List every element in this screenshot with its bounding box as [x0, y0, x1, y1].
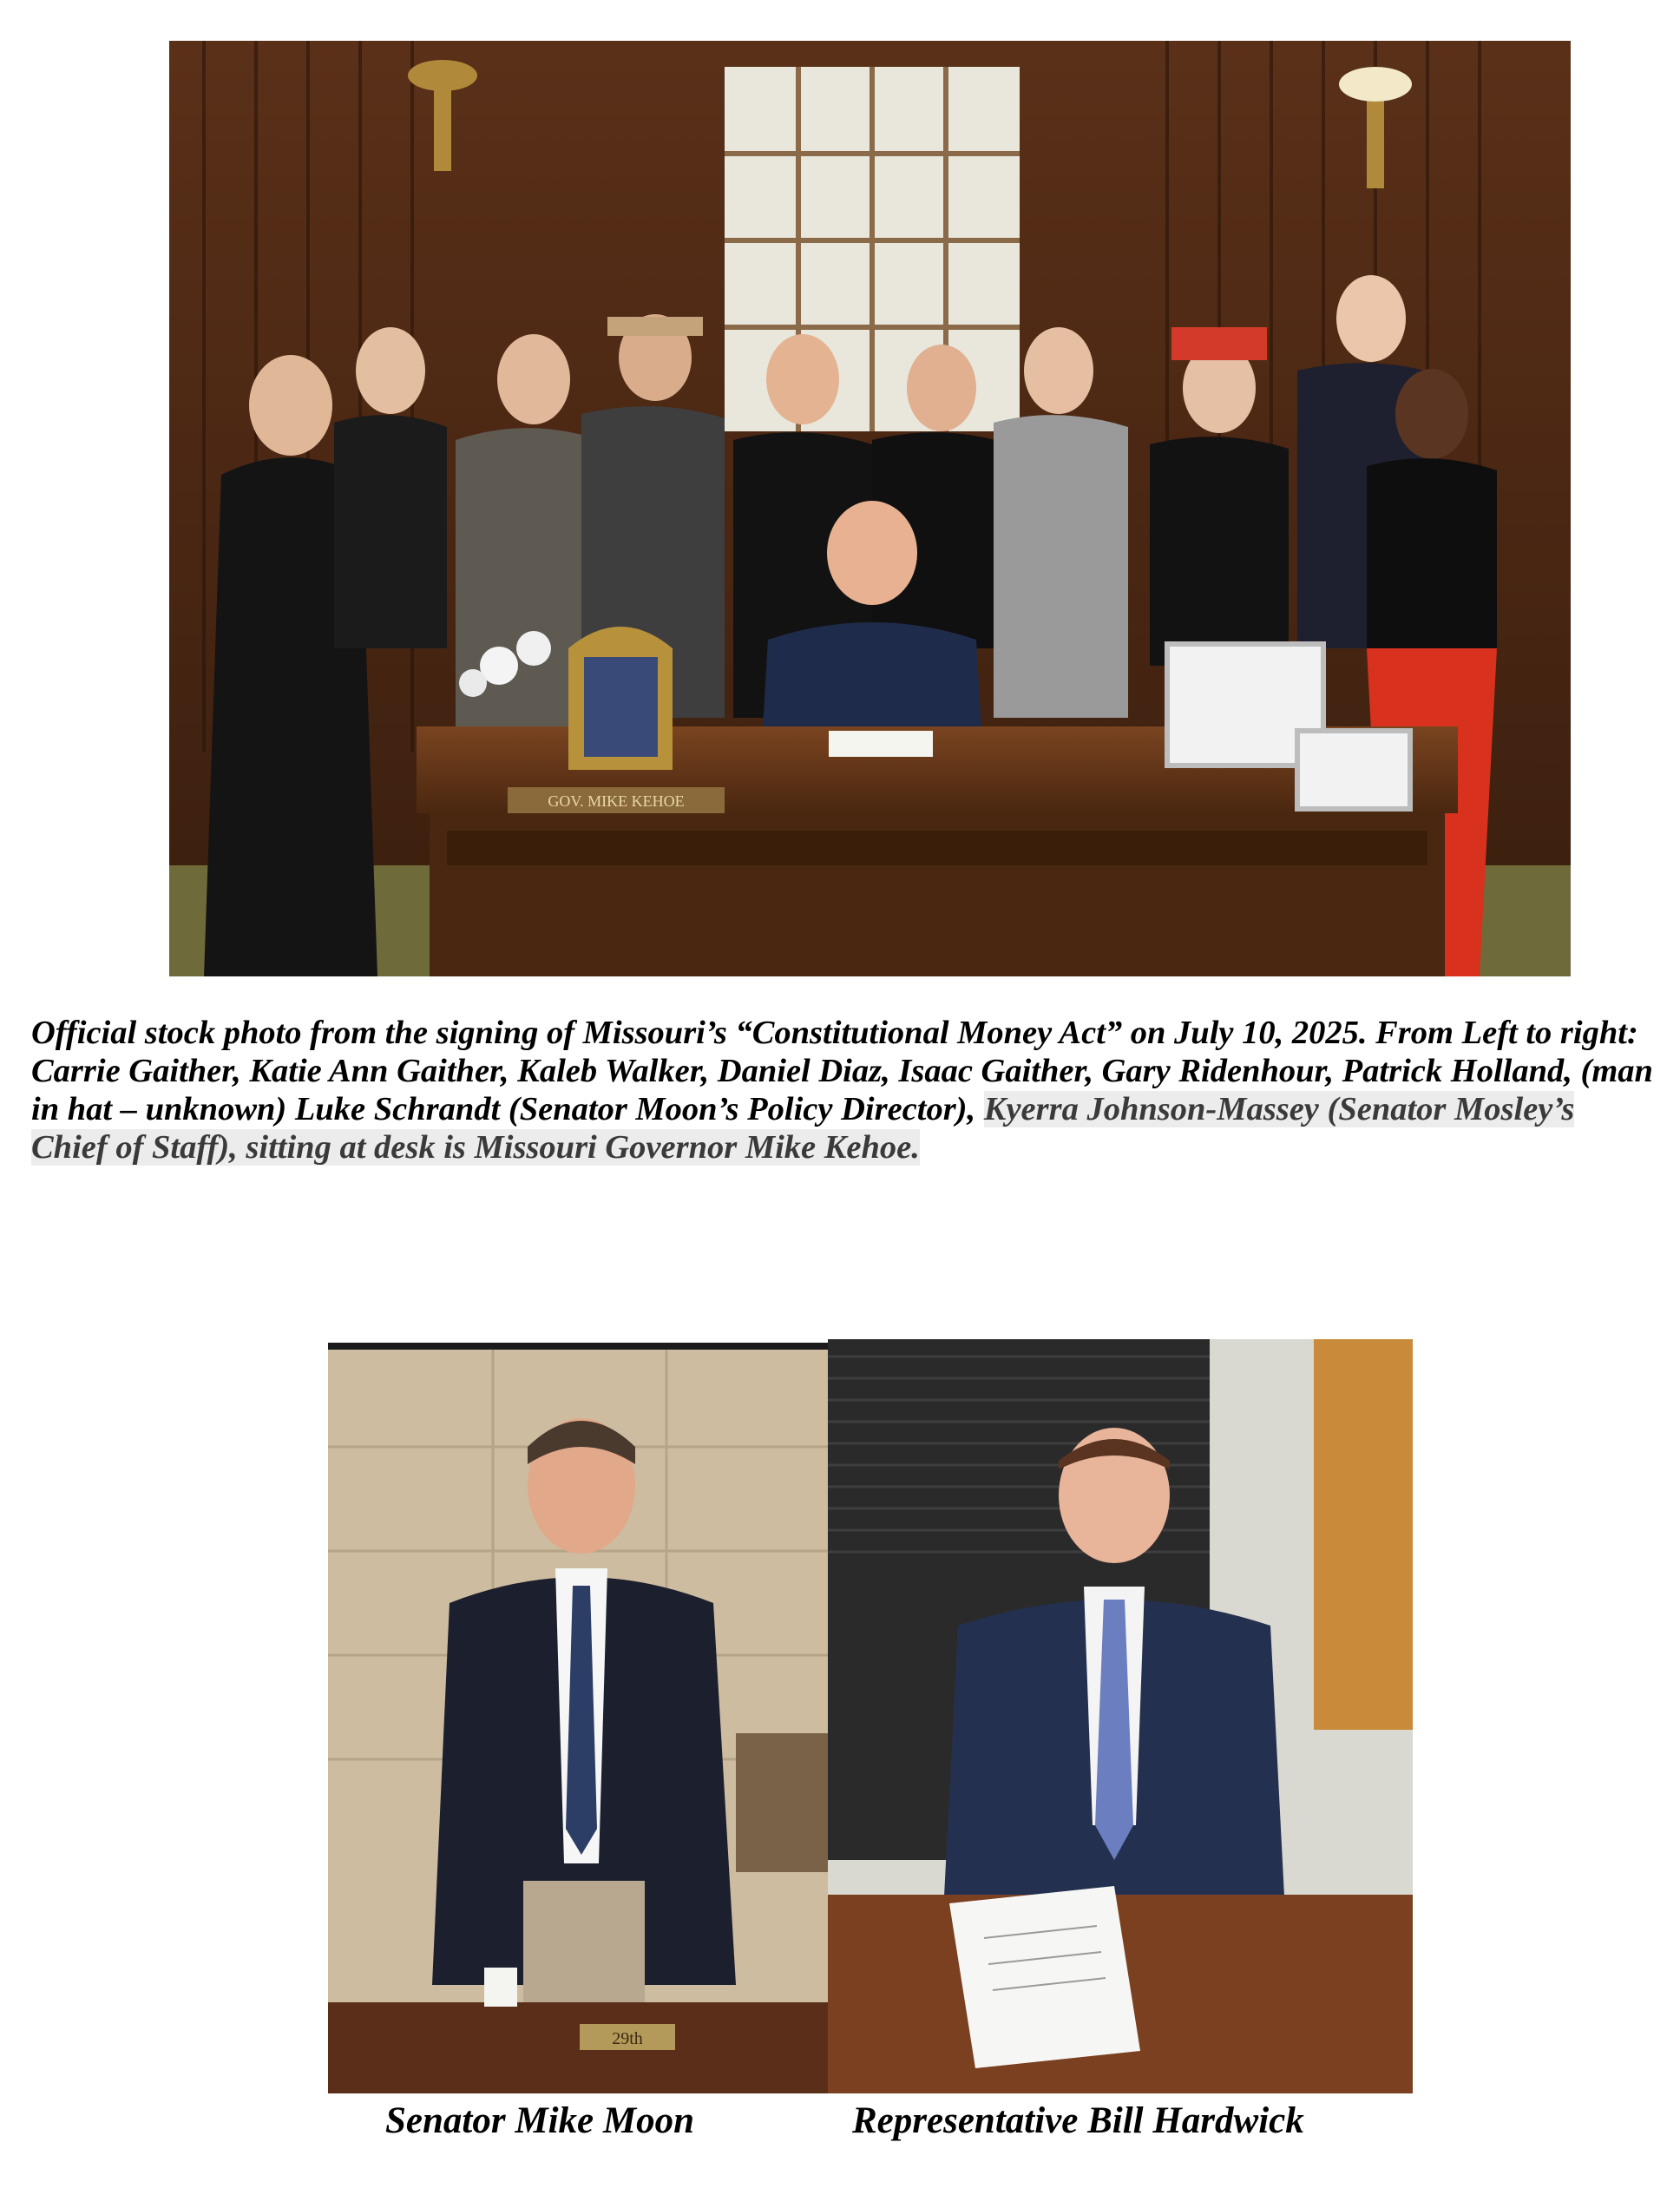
group-signing-photo: [169, 41, 1571, 976]
seat-plate-text: 29th: [612, 2029, 643, 2048]
nameplate-text: GOV. MIKE KEHOE: [548, 792, 685, 810]
representative-hardwick-caption: Representative Bill Hardwick: [852, 2100, 1304, 2141]
representative-hardwick-photo: [828, 1339, 1413, 2093]
caption-text: Official stock photo from the signing of Missouri’s “Constitutional Money Act” on July 10, 2025. From Left to right: Carrie Gaither, Katie Ann Gaither, Kaleb Walker, Daniel Diaz, Isaac Gaither, Gary Ridenhour, Patrick Holland, (man in hat – unknown) Luke Schrandt (Senator Moon’s Policy Director),: [31, 1015, 1653, 1127]
senator-moon-caption: Senator Mike Moon: [385, 2100, 695, 2141]
main-photo-caption: [31, 1014, 1654, 1166]
senator-moon-photo: [328, 1343, 828, 2093]
caption-highlighted-text: Kyerra Johnson-Massey (Senator Mosley’s Chief of Staff), sitting at desk is Missouri Governor Mike Kehoe.: [31, 1091, 1575, 1166]
